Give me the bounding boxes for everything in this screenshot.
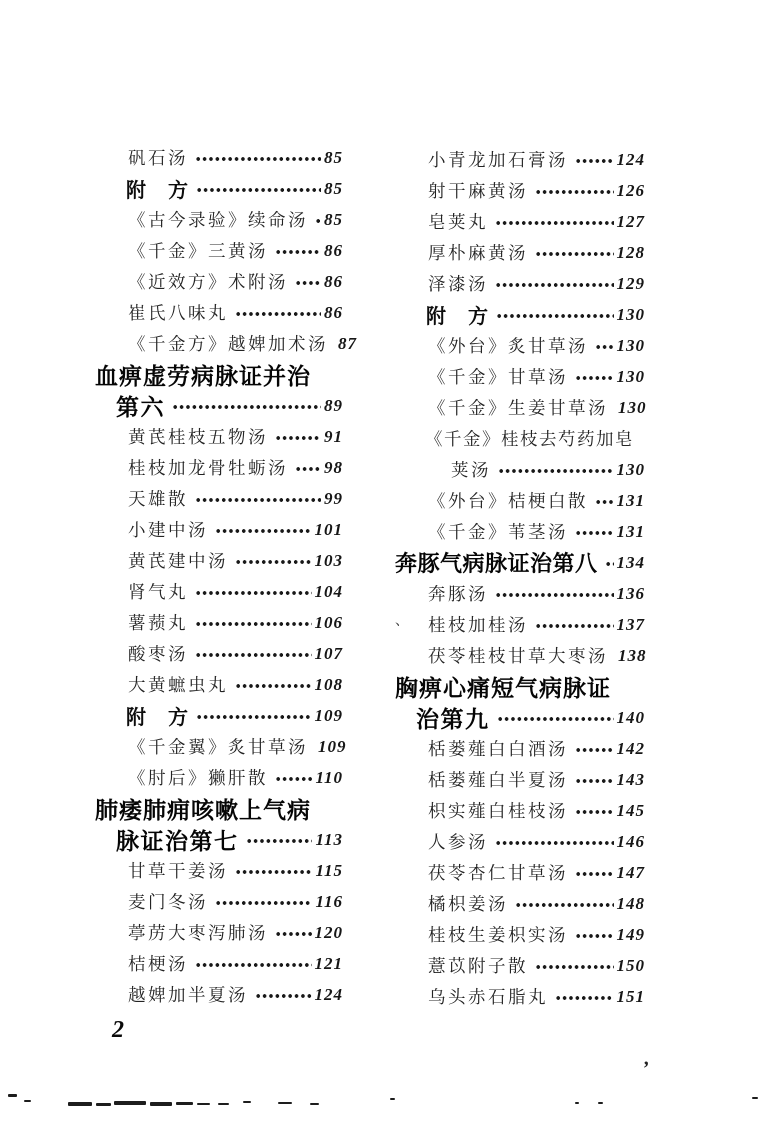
toc-entry bbox=[395, 392, 645, 423]
dotted-leader bbox=[275, 436, 321, 440]
toc-entry bbox=[95, 390, 343, 421]
toc-entry-title: 泽漆汤 bbox=[428, 274, 488, 294]
toc-entry-page: 142 bbox=[616, 738, 645, 758]
toc-entry-page: 106 bbox=[314, 612, 343, 632]
toc-left-column bbox=[95, 142, 357, 1010]
dotted-leader bbox=[495, 221, 614, 225]
toc-entry-page: 124 bbox=[616, 149, 645, 169]
toc-entry bbox=[395, 919, 645, 950]
toc-entry-page: 130 bbox=[618, 397, 647, 417]
toc-entry-title: 治第九 bbox=[416, 707, 490, 732]
toc-entry-title: 《千金》苇茎汤 bbox=[428, 522, 568, 542]
toc-entry bbox=[395, 516, 645, 547]
toc-entry bbox=[395, 857, 645, 888]
dotted-leader bbox=[275, 250, 321, 254]
toc-entry bbox=[395, 330, 645, 361]
toc-entry bbox=[95, 669, 343, 700]
toc-entry bbox=[95, 700, 343, 731]
toc-entry-title: 第六 bbox=[116, 395, 165, 420]
scan-artifact-margin-mark: 、 bbox=[395, 614, 409, 629]
toc-entry-title: 乌头赤石脂丸 bbox=[428, 987, 548, 1007]
toc-entry bbox=[95, 886, 343, 917]
toc-entry-page: 109 bbox=[314, 705, 343, 725]
toc-entry bbox=[395, 888, 645, 919]
dotted-leader bbox=[196, 715, 312, 719]
toc-entry-title: 《外台》桔梗白散 bbox=[428, 491, 588, 511]
dotted-leader bbox=[235, 870, 312, 874]
toc-entry bbox=[95, 328, 357, 359]
toc-entry-title: 荚汤 bbox=[451, 460, 491, 480]
toc-entry-title: 葶苈大枣泻肺汤 bbox=[128, 923, 268, 943]
toc-entry-page: 91 bbox=[324, 426, 343, 446]
toc-entry bbox=[95, 948, 343, 979]
toc-entry bbox=[95, 142, 343, 173]
dotted-leader bbox=[535, 190, 614, 194]
dotted-leader bbox=[495, 841, 614, 845]
toc-entry bbox=[95, 824, 343, 855]
toc-entry bbox=[395, 423, 645, 454]
toc-entry-title: 《外台》炙甘草汤 bbox=[428, 336, 588, 356]
toc-entry bbox=[395, 795, 645, 826]
toc-entry-page: 150 bbox=[616, 955, 645, 975]
toc-entry-title: 附 方 bbox=[126, 707, 189, 729]
dotted-leader bbox=[195, 963, 312, 967]
toc-entry-page: 126 bbox=[616, 180, 645, 200]
toc-entry-title: 橘枳姜汤 bbox=[428, 894, 508, 914]
toc-entry-title: 矾石汤 bbox=[128, 148, 188, 168]
dotted-leader bbox=[295, 467, 321, 471]
toc-entry-page: 145 bbox=[616, 800, 645, 820]
toc-entry-page: 131 bbox=[616, 521, 645, 541]
toc-entry-page: 138 bbox=[618, 645, 647, 665]
toc-entry bbox=[95, 607, 343, 638]
toc-entry bbox=[95, 204, 343, 235]
dotted-leader bbox=[515, 903, 614, 907]
toc-entry-title: 《千金》三黄汤 bbox=[128, 241, 268, 261]
toc-entry bbox=[95, 545, 343, 576]
toc-entry-page: 85 bbox=[324, 209, 343, 229]
dotted-leader bbox=[295, 281, 321, 285]
dotted-leader bbox=[215, 529, 312, 533]
toc-entry bbox=[95, 793, 343, 824]
toc-entry-title: 附 方 bbox=[126, 180, 189, 202]
toc-entry-page: 136 bbox=[616, 583, 645, 603]
toc-entry-page: 85 bbox=[324, 147, 343, 167]
toc-entry-page: 113 bbox=[315, 829, 343, 849]
dotted-leader bbox=[495, 283, 614, 287]
toc-entry-title: 桂枝加桂汤 bbox=[428, 615, 528, 635]
toc-entry-title: 越婢加半夏汤 bbox=[128, 985, 248, 1005]
toc-entry-page: 127 bbox=[616, 211, 645, 231]
toc-entry bbox=[95, 266, 343, 297]
toc-entry-page: 128 bbox=[616, 242, 645, 262]
toc-entry-title: 附 方 bbox=[426, 306, 489, 328]
toc-entry bbox=[95, 173, 343, 204]
toc-entry-title: 栝蒌薤白白酒汤 bbox=[428, 739, 568, 759]
toc-entry-page: 149 bbox=[616, 924, 645, 944]
toc-entry-page: 148 bbox=[616, 893, 645, 913]
toc-entry-title: 黄芪建中汤 bbox=[128, 551, 228, 571]
toc-entry-title: 《近效方》术附汤 bbox=[128, 272, 288, 292]
toc-entry bbox=[95, 731, 347, 762]
toc-entry-title: 肺痿肺痈咳嗽上气病 bbox=[95, 798, 311, 823]
dotted-leader bbox=[575, 810, 614, 814]
toc-entry-page: 130 bbox=[616, 366, 645, 386]
toc-entry bbox=[395, 299, 645, 330]
dotted-leader bbox=[575, 872, 614, 876]
dotted-leader bbox=[595, 500, 614, 504]
toc-entry-title: 胸痹心痛短气病脉证 bbox=[395, 676, 611, 701]
toc-entry bbox=[395, 175, 645, 206]
toc-entry-title: 射干麻黄汤 bbox=[428, 181, 528, 201]
toc-entry-title: 《千金》甘草汤 bbox=[428, 367, 568, 387]
toc-entry-page: 134 bbox=[616, 552, 645, 572]
toc-entry-page: 86 bbox=[324, 240, 343, 260]
toc-entry-page: 151 bbox=[616, 986, 645, 1006]
toc-entry-page: 89 bbox=[324, 395, 343, 415]
dotted-leader bbox=[172, 405, 321, 409]
dotted-leader bbox=[497, 717, 614, 721]
toc-entry-page: 147 bbox=[616, 862, 645, 882]
toc-entry-title: 奔豚气病脉证治第八 bbox=[395, 551, 598, 576]
toc-entry-title: 《千金》生姜甘草汤 bbox=[428, 398, 608, 418]
dotted-leader bbox=[235, 684, 312, 688]
toc-entry bbox=[395, 764, 645, 795]
toc-entry-title: 甘草干姜汤 bbox=[128, 861, 228, 881]
toc-entry-title: 《千金翼》炙甘草汤 bbox=[128, 737, 308, 757]
toc-entry-title: 桂枝加龙骨牡蛎汤 bbox=[128, 458, 288, 478]
dotted-leader bbox=[215, 901, 312, 905]
toc-entry-title: 人参汤 bbox=[428, 832, 488, 852]
toc-entry-title: 脉证治第七 bbox=[116, 829, 239, 854]
dotted-leader bbox=[195, 622, 312, 626]
toc-entry bbox=[95, 452, 343, 483]
toc-entry-page: 130 bbox=[616, 335, 645, 355]
toc-entry-title: 天雄散 bbox=[128, 489, 188, 509]
dotted-leader bbox=[595, 345, 614, 349]
dotted-leader bbox=[235, 560, 312, 564]
toc-entry-page: 99 bbox=[324, 488, 343, 508]
toc-entry-page: 86 bbox=[324, 271, 343, 291]
toc-entry bbox=[395, 206, 645, 237]
toc-entry bbox=[95, 576, 343, 607]
toc-entry-title: 酸枣汤 bbox=[128, 644, 188, 664]
toc-entry-title: 茯苓桂枝甘草大枣汤 bbox=[428, 646, 608, 666]
dotted-leader bbox=[255, 994, 312, 998]
dotted-leader bbox=[246, 839, 313, 843]
toc-entry-page: 146 bbox=[616, 831, 645, 851]
toc-entry bbox=[395, 547, 645, 578]
toc-entry-title: 奔豚汤 bbox=[428, 584, 488, 604]
toc-entry-title: 枳实薤白桂枝汤 bbox=[428, 801, 568, 821]
toc-entry-title: 皂荚丸 bbox=[428, 212, 488, 232]
toc-entry bbox=[395, 361, 645, 392]
dotted-leader bbox=[535, 624, 614, 628]
toc-entry bbox=[95, 297, 343, 328]
toc-entry bbox=[395, 640, 645, 671]
toc-entry-page: 109 bbox=[318, 736, 347, 756]
dotted-leader bbox=[555, 996, 614, 1000]
dotted-leader bbox=[605, 562, 614, 566]
toc-entry-title: 肾气丸 bbox=[128, 582, 188, 602]
toc-entry-title: 《肘后》獭肝散 bbox=[128, 768, 268, 788]
toc-entry bbox=[395, 237, 645, 268]
dotted-leader bbox=[575, 159, 614, 163]
toc-entry bbox=[95, 359, 343, 390]
toc-entry-title: 大黄蟅虫丸 bbox=[128, 675, 228, 695]
toc-entry-title: 小建中汤 bbox=[128, 520, 208, 540]
dotted-leader bbox=[575, 779, 614, 783]
toc-entry bbox=[395, 609, 645, 640]
toc-entry-page: 130 bbox=[616, 459, 645, 479]
toc-entry-page: 108 bbox=[314, 674, 343, 694]
toc-entry-page: 124 bbox=[314, 984, 343, 1004]
dotted-leader bbox=[195, 498, 321, 502]
toc-entry-page: 104 bbox=[314, 581, 343, 601]
toc-entry bbox=[95, 514, 343, 545]
dotted-leader bbox=[535, 965, 614, 969]
toc-entry-title: 桂枝生姜枳实汤 bbox=[428, 925, 568, 945]
toc-entry-page: 120 bbox=[314, 922, 343, 942]
toc-entry-title: 《古今录验》续命汤 bbox=[128, 210, 308, 230]
toc-entry bbox=[95, 979, 343, 1010]
toc-entry bbox=[95, 421, 343, 452]
toc-entry bbox=[95, 638, 343, 669]
toc-entry-page: 110 bbox=[315, 767, 343, 787]
dotted-leader bbox=[195, 157, 321, 161]
toc-entry-page: 101 bbox=[314, 519, 343, 539]
toc-entry-page: 140 bbox=[616, 707, 645, 727]
toc-entry bbox=[395, 702, 645, 733]
toc-entry-title: 桔梗汤 bbox=[128, 954, 188, 974]
dotted-leader bbox=[535, 252, 614, 256]
toc-entry-page: 129 bbox=[616, 273, 645, 293]
toc-entry-page: 103 bbox=[314, 550, 343, 570]
toc-entry bbox=[95, 762, 343, 793]
toc-entry bbox=[395, 485, 645, 516]
scan-artifact-stray-mark: ʼ bbox=[642, 1058, 649, 1080]
toc-entry-title: 薯蓣丸 bbox=[128, 613, 188, 633]
folio-page-number: 2 bbox=[112, 1017, 124, 1043]
toc-entry-title: 薏苡附子散 bbox=[428, 956, 528, 976]
dotted-leader bbox=[575, 934, 614, 938]
toc-entry bbox=[395, 671, 645, 702]
toc-entry-page: 107 bbox=[314, 643, 343, 663]
dotted-leader bbox=[496, 314, 614, 318]
toc-entry bbox=[95, 917, 343, 948]
dotted-leader bbox=[575, 376, 614, 380]
toc-entry-page: 116 bbox=[315, 891, 343, 911]
toc-entry-page: 86 bbox=[324, 302, 343, 322]
toc-entry-page: 98 bbox=[324, 457, 343, 477]
toc-entry bbox=[395, 826, 645, 857]
toc-entry-title: 血痹虚劳病脉证并治 bbox=[95, 364, 311, 389]
dotted-leader bbox=[275, 777, 312, 781]
toc-entry-title: 崔氏八味丸 bbox=[128, 303, 228, 323]
toc-entry-page: 137 bbox=[616, 614, 645, 634]
dotted-leader bbox=[575, 531, 614, 535]
toc-entry-title: 小青龙加石膏汤 bbox=[428, 150, 568, 170]
toc-entry bbox=[395, 950, 645, 981]
dotted-leader bbox=[495, 593, 614, 597]
toc-entry bbox=[395, 981, 645, 1012]
toc-entry-page: 115 bbox=[315, 860, 343, 880]
dotted-leader bbox=[275, 932, 312, 936]
dotted-leader bbox=[498, 469, 614, 473]
toc-entry bbox=[395, 454, 645, 485]
toc-entry-page: 121 bbox=[314, 953, 343, 973]
toc-entry-page: 130 bbox=[616, 304, 645, 324]
dotted-leader bbox=[196, 188, 321, 192]
dotted-leader bbox=[575, 748, 614, 752]
toc-entry-title: 栝蒌薤白半夏汤 bbox=[428, 770, 568, 790]
toc-entry-title: 《千金方》越婢加术汤 bbox=[128, 334, 328, 354]
toc-right-column bbox=[395, 144, 645, 1012]
toc-entry-title: 《千金》桂枝去芍药加皂 bbox=[425, 429, 634, 449]
dotted-leader bbox=[195, 591, 312, 595]
toc-entry bbox=[95, 483, 343, 514]
toc-entry-title: 麦门冬汤 bbox=[128, 892, 208, 912]
dotted-leader bbox=[195, 653, 312, 657]
toc-entry-title: 茯苓杏仁甘草汤 bbox=[428, 863, 568, 883]
toc-entry-page: 85 bbox=[324, 178, 343, 198]
toc-entry bbox=[95, 235, 343, 266]
toc-entry-page: 87 bbox=[338, 333, 357, 353]
toc-entry bbox=[395, 733, 645, 764]
toc-entry-title: 黄芪桂枝五物汤 bbox=[128, 427, 268, 447]
toc-entry-page: 143 bbox=[616, 769, 645, 789]
dotted-leader bbox=[315, 219, 321, 223]
dotted-leader bbox=[235, 312, 321, 316]
toc-entry bbox=[395, 268, 645, 299]
toc-entry-title: 厚朴麻黄汤 bbox=[428, 243, 528, 263]
toc-entry bbox=[395, 144, 645, 175]
toc-entry-page: 131 bbox=[616, 490, 645, 510]
toc-entry bbox=[395, 578, 645, 609]
toc-entry bbox=[95, 855, 343, 886]
